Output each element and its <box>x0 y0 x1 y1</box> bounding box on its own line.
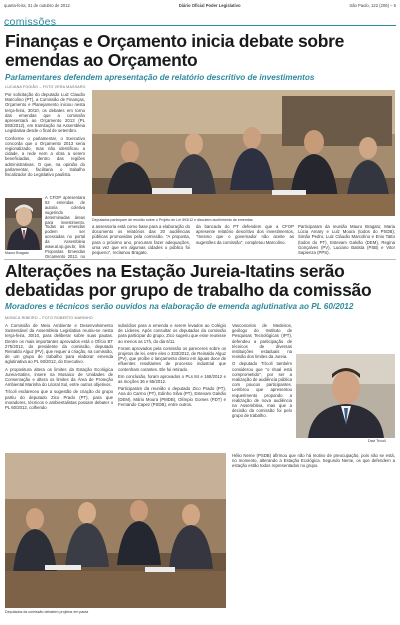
davi-tricoli-caption: Davi Trícoli <box>368 439 386 443</box>
article1-headline-line1: Finanças e Orçamento inicia debate sobre <box>5 31 345 51</box>
article1-column-1b <box>45 196 85 258</box>
davi-tricoli-photo <box>296 354 395 438</box>
article1-byline: LUCIANA FOGIÃO – FOTO VERA MASSARO <box>5 85 86 89</box>
article2-paragraph: Foram aprovados pela comissão os pareceres sobre os projetos de lei, entre eles o 333/2012, de Reinaldo Alguz (PV), que proíbe o lançamento direto em águas doce de efluentes resultantes de processo industrial que contenham corantes. Ele foi retirado. <box>118 345 226 372</box>
article1-paragraph: Conforme o parlamentar, o Executivo concorda que o Orçamento 2013 seria regionalizado, mas não identificou a cidade, a rede nem a obra a serem beneficiadas, dentro das regiões administrativas. O que, na opinião do parlamentar, facilitaria o trabalho fiscalizador do Legislativo paulista. <box>5 135 85 178</box>
article2-column-3 <box>232 323 292 449</box>
article2-byline: MONICA RIBEIRO – FOTO ROBERTO MARINHO <box>5 316 93 320</box>
article1-column-3 <box>196 224 294 258</box>
article1-column-1 <box>5 92 85 196</box>
article1-paragraph: Participaram da reunião Mauro Bragato; Maria Lúcia Amary e Luiz Moura (todos do PSDB); Simão Pedro, Luiz Cláudio Marcolino e Enio Tatto (todos do PT), Estevam Galvão (DEM), Regina Gonçalves (PV), Luciano Batista (PSB) e Vitor Sapienza (PPS). <box>298 224 395 256</box>
article1-headline <box>5 32 397 70</box>
article1-photo-caption: Deputados participam de reunião sobre o Projeto de Lei 593/12 e discutem acolhimento de emendas <box>92 218 253 222</box>
article2-headline-line2: debatidas por grupo de trabalho da comissão <box>5 280 372 300</box>
article1-subtitle: Parlamentares defendem apresentação de relatório descritivo de investimentos <box>5 73 315 82</box>
article2-column-2 <box>118 323 226 449</box>
article1-paragraph: da bancada do PT defendem que a CFOP apresente relatório descritivo dos investimentos, "mesmo que o governador não aceite as sugestões da comissão", completou Marcolino. <box>196 224 294 245</box>
article2-headline-line1: Alterações na Estação Jureia-Itatins serão <box>5 261 345 281</box>
article1-main-photo <box>92 90 395 216</box>
article2-paragraph: A propositura altera os limites da Estação Ecológica Jureia-Itatins, insere na Mosaico de Unidades de Conservação e altera os limites da Área de Proteção Ambiental Marinha do Litoral Sul, entre outros objetivos. <box>5 366 113 388</box>
article2-column-4 <box>232 453 395 618</box>
mauro-bragato-caption: Mauro Bragato <box>5 251 29 255</box>
article2-paragraph: O deputado Trícoli também considerou que "o ritual está comprometido", por ser a realização de audiência pública com poucos participantes. Lembrou que apresentou requerimento propondo a realização de nova audiência na Assembleia, mas que a decisão da comissão foi pelo grupo de trabalho. <box>232 361 292 419</box>
mauro-bragato-photo <box>5 198 42 250</box>
article2-column-1 <box>5 323 113 449</box>
header-date: quarta-feira, 31 de outubro de 2012 <box>4 3 70 8</box>
article1-column-4 <box>298 224 395 258</box>
article2-paragraph: Hélio Neme (PSDB) afirmou que não há motivo de preocupação, pois não se está, no momento, alterando a Estação Ecológica. Segundo Neme, os que defendem a estação estão todos representados no grupo. <box>232 453 395 469</box>
header-page: São Paulo, 122 (206) – 5 <box>349 3 396 8</box>
article2-paragraph: A Comissão de Meio Ambiente e Desenvolvimento Sustentável da Assembleia Legislativa reuniu-se nesta terça-feira, 30/10, para deliberar sobre suas pautas. Dentre os mais importantes aprovados está o Ofício BT 275/2012, do presidente da comissão, deputado Reinaldo Alguz (PV), que requer a criação, na comissão, de um grupo de trabalho para elaborar emenda aglutinativa ao PL 60/2012, do Executivo. <box>5 323 113 365</box>
article2-paragraph: Vasconcelos de Medeiros, geólogo do Instituto de Pesquisas Tecnológicas (IPT), defendeu a participação de técnicos de diversas instituições estaduais na revisão dos limites da Jureia. <box>232 323 292 360</box>
article2-headline <box>5 262 397 300</box>
article2-paragraph: subsídios para a emenda e serem levados ao Colégio de Líderes. Após consultar os deputados da comissão para participar do grupo, Zico sugeriu que esse reunisse ao menos as 17h, do dia 6/11. <box>118 323 226 344</box>
article-divider <box>4 259 396 260</box>
article1-paragraph <box>92 257 190 258</box>
article2-photo-caption: Deputados da comissão debatem projetos em pauta <box>5 610 89 614</box>
article2-main-photo <box>5 453 226 608</box>
article1-paragraph: a assessoria está como base para a elaboração do documento os relatórios das 20 audiências públicas promovidas pela comissão. "A proposta, para o próximo ano, procuram fazer adequações, uma vez que em algumas cidades o público foi pequeno", reclamou Bragato. <box>92 224 190 256</box>
article2-subtitle: Moradores e técnicos serão ouvidos na elaboração de emenda aglutinativa ao PL 60/2012 <box>5 302 354 311</box>
article2-paragraph: Trícoli esclareceu que a sugestão de criação do grupo partiu do deputado Zico Prado (PT), para que moradores, técnicos e ambientalistas possam debater o PL 60/2012, colhendo <box>5 389 113 411</box>
article1-paragraph: A CFOP apresentará 53 emendas de autoria coletiva sugerindo determinadas áreas para investimento. Todas as emendas podem ser acessadas no portal da Assembleia www.al.sp.gov.br, link Propostas Emendas Orçamento 2013, no <box>45 196 85 258</box>
article2-paragraph: Participaram da reunião o deputado Zico Prado (PT), Ana do Carmo (PT), Edinho Silva (PT), Estevam Galvão (DEM), Mário Moura (PMDB), Olímpio Gomes (PDT) e Fernando Capez (PSDB), entre outros. <box>118 386 226 407</box>
header-publication: Diário Oficial Poder Legislativo <box>178 3 241 8</box>
article1-headline-line2: emendas ao Orçamento <box>5 50 198 70</box>
article2-paragraph: Em conclusão, foram aprovados o PLs 84 e 168/2012 e as moções 36 e 65/2012. <box>118 373 226 385</box>
section-label: comissões <box>4 16 57 28</box>
page-header <box>4 3 396 11</box>
section-bar <box>4 12 396 26</box>
article1-paragraph: Por solicitação do deputado Luiz Claudio Marcolino (PT), a Comissão de Finanças, Orçamento e Planejamento iniciou nesta terça-feira, 30/10, os debates em torno das emendas que a comissão apresentará ao Orçamento 2013 (PL 593/2012), em tramitação na Assembleia Legislativa desde o final de setembro. <box>5 92 85 134</box>
article1-column-2 <box>92 224 190 258</box>
